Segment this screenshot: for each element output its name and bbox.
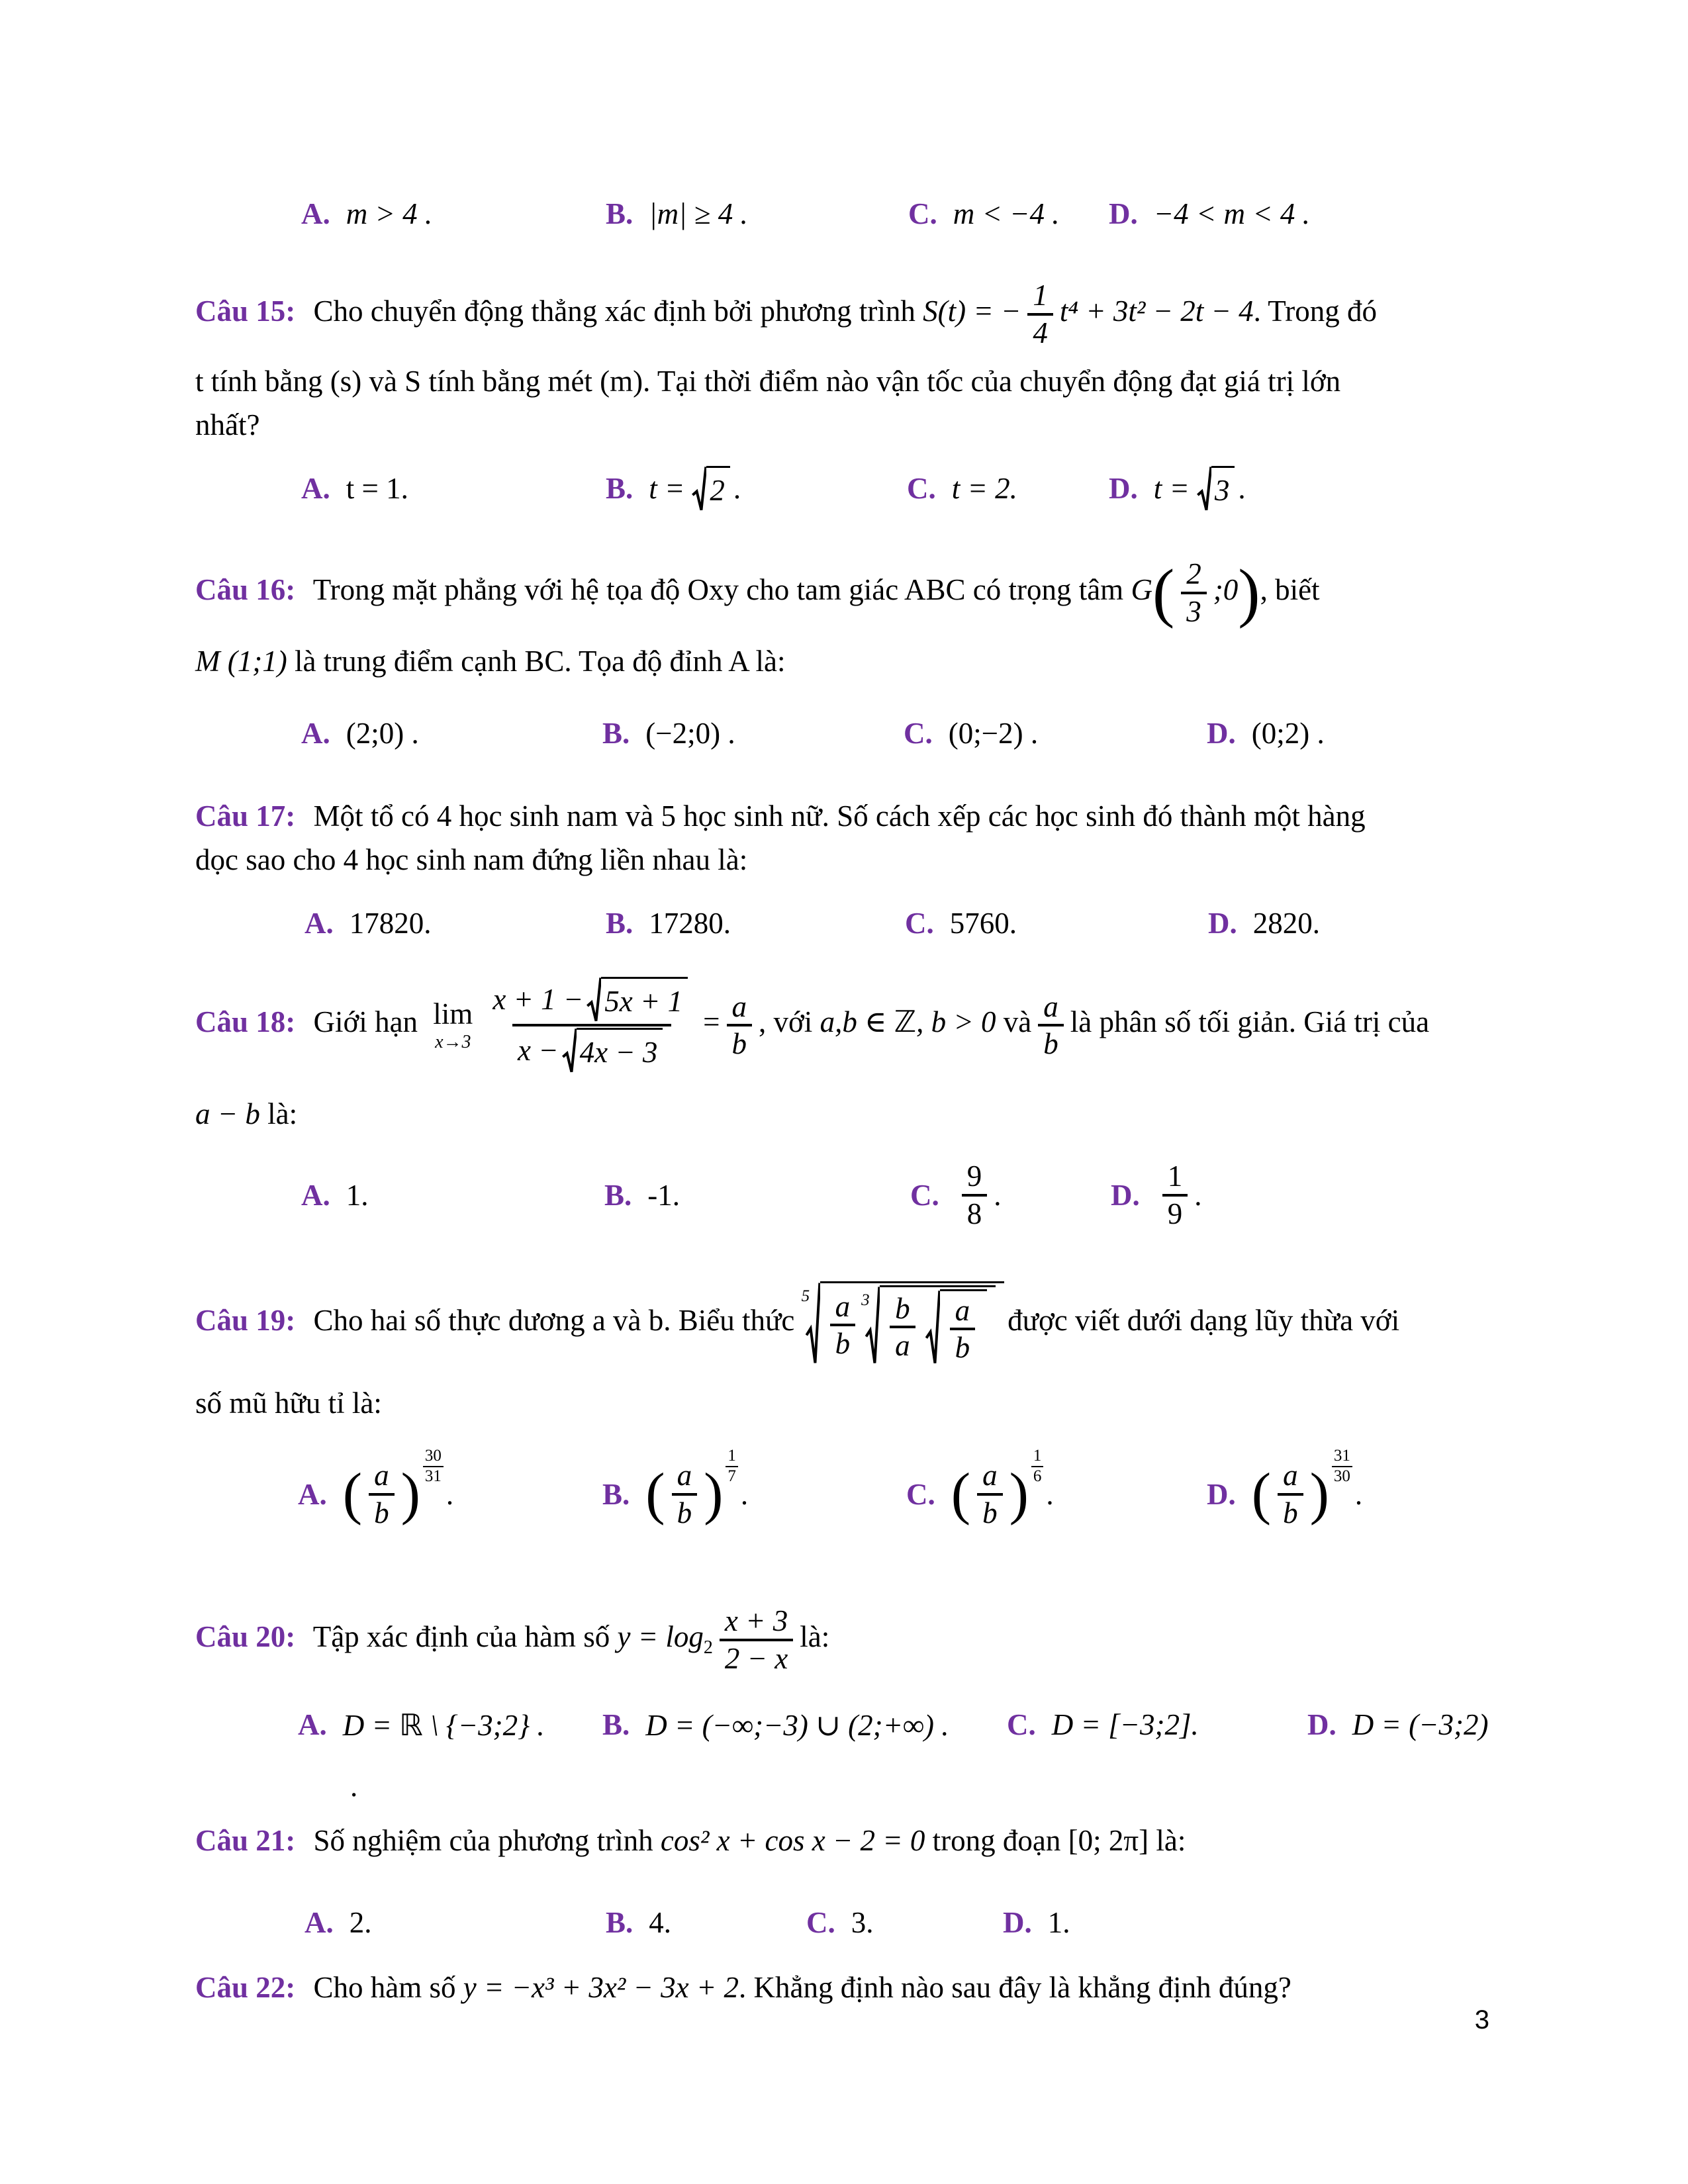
option-text: 2820. bbox=[1252, 907, 1320, 940]
q17-options-row bbox=[195, 903, 1496, 944]
q15-line3: nhất? bbox=[195, 408, 260, 442]
q16-centroid-post: ;0 bbox=[1213, 573, 1239, 607]
option-letter: A. bbox=[301, 197, 330, 230]
q20-label: Câu 20: bbox=[195, 1619, 296, 1653]
q17-option-a: A. 17820. bbox=[305, 907, 432, 940]
q15-formula-post: t⁴ + 3t² − 2t − 4 bbox=[1059, 294, 1254, 328]
q15-option-b: B. t = 2 . bbox=[606, 467, 741, 510]
q16-after: , biết bbox=[1260, 573, 1320, 607]
q18-option-d: D. $\frac{1}{9}$ . bbox=[1111, 1160, 1202, 1230]
q21-statement bbox=[195, 1819, 1496, 1862]
option-text: 1. bbox=[1047, 1906, 1070, 1940]
q18-option-c: C. $\frac{9}{8}$ . bbox=[910, 1160, 1002, 1230]
q15-intro: Cho chuyển động thẳng xác định bởi phương trình bbox=[313, 294, 915, 328]
q20-formula-pre: y = log bbox=[617, 1619, 704, 1653]
q20-option-a: A. D = ℝ \ {−3;2} . bbox=[298, 1708, 545, 1742]
q14-option-d bbox=[1109, 193, 1310, 234]
option-letter: B. bbox=[606, 197, 633, 230]
option-text: 4. bbox=[649, 1906, 672, 1940]
close-paren: ) bbox=[1309, 1462, 1329, 1527]
q16-line2-text: là trung điểm cạnh BC. Tọa độ đỉnh A là: bbox=[294, 645, 786, 678]
q15-formula-pre: S(t) = − bbox=[923, 294, 1021, 328]
q14-options-row bbox=[195, 193, 1496, 234]
sqrt-sign-icon bbox=[692, 466, 706, 512]
option-text: (0;2) . bbox=[1251, 717, 1325, 751]
fraction: $\frac{2}{3}$ bbox=[1181, 557, 1207, 629]
q19-statement bbox=[195, 1281, 1496, 1365]
option-text: D = ℝ \ {−3;2} . bbox=[342, 1708, 545, 1742]
q18-options-row bbox=[195, 1156, 1496, 1235]
nested-radical bbox=[801, 1281, 1005, 1365]
radical-index: 3 bbox=[861, 1291, 870, 1309]
q21-tail: là: bbox=[1156, 1824, 1186, 1858]
fraction: $\frac{1}{9}$ bbox=[1162, 1159, 1188, 1231]
option-text: 3. bbox=[851, 1906, 874, 1940]
exponent-fraction: 30 31 bbox=[423, 1447, 444, 1486]
q16-intro: Trong mặt phẳng với hệ tọa độ Oxy cho tam giác ABC có trọng tâm bbox=[312, 573, 1124, 607]
q19-intro: Cho hai số thực dương a và b. Biểu thức bbox=[313, 1303, 795, 1337]
fraction: $\frac{9}{8}$ bbox=[962, 1159, 988, 1231]
q20-option-c: C. D = [−3;2]. bbox=[1007, 1708, 1199, 1742]
limit-fraction: x + 1 − 5x + 1 x − 4x − 3 bbox=[487, 976, 696, 1075]
fraction: $\frac{x + 3}{2 - x}$ bbox=[720, 1604, 793, 1676]
q22-formula: y = −x³ + 3x² − 3x + 2 bbox=[463, 1971, 739, 2005]
close-paren: ) bbox=[1238, 555, 1260, 629]
sqrt: 2 bbox=[692, 466, 730, 512]
option-text: 1. bbox=[346, 1178, 369, 1212]
q19-line2: số mũ hữu tỉ là: bbox=[195, 1387, 382, 1420]
q16-option-b: B. (−2;0) . bbox=[602, 717, 735, 751]
option-text: D = [−3;2]. bbox=[1051, 1708, 1199, 1742]
q16-line2-formula: M (1;1) bbox=[195, 645, 287, 678]
q18-tail: là phân số tối giản. Giá trị của bbox=[1070, 1005, 1430, 1039]
q16-line2 bbox=[195, 639, 1496, 683]
q19-options-row bbox=[195, 1445, 1496, 1544]
q17-option-c: C. 5760. bbox=[905, 907, 1017, 940]
q15-after: . Trong đó bbox=[1253, 294, 1377, 328]
q15-option-d: D. t = 3 . bbox=[1109, 467, 1246, 510]
q20-after: là: bbox=[800, 1619, 830, 1653]
radical-index: 5 bbox=[801, 1287, 810, 1305]
q14-option-c bbox=[908, 193, 1059, 234]
q18-option-a: A. 1. bbox=[301, 1178, 369, 1212]
q21-intro: Số nghiệm của phương trình bbox=[313, 1824, 653, 1858]
q19-option-c: C. ( $\frac{a}{b}$ ) 1 6 . bbox=[906, 1447, 1054, 1530]
fraction: $\frac{a}{b}$ bbox=[672, 1458, 698, 1530]
q15-statement bbox=[195, 278, 1496, 350]
option-text: (−2;0) . bbox=[645, 717, 735, 751]
q18-line2 bbox=[195, 1092, 1496, 1136]
option-text: D = (−∞;−3) ∪ (2;+∞) . bbox=[645, 1708, 949, 1742]
q17-option-b: B. 17280. bbox=[606, 907, 731, 940]
option-letter: D. bbox=[1109, 197, 1138, 230]
sqrt-sign-icon bbox=[586, 977, 601, 1023]
exponent-fraction: 1 6 bbox=[1031, 1447, 1044, 1486]
q16-options-row bbox=[195, 707, 1496, 760]
option-text: 5760. bbox=[949, 907, 1017, 940]
q22-label: Câu 22: bbox=[195, 1971, 296, 2005]
option-text: t = 2. bbox=[951, 472, 1017, 506]
open-paren: ( bbox=[1152, 555, 1175, 629]
fraction: $\frac{a}{b}$ bbox=[1278, 1458, 1303, 1530]
option-text: m < −4 . bbox=[953, 197, 1060, 230]
q21-options-row bbox=[195, 1902, 1496, 1943]
q18-line2-text: là: bbox=[267, 1097, 298, 1130]
q17-line1: Một tổ có 4 học sinh nam và 5 học sinh nữ. Số cách xếp các học sinh đó thành một hàng bbox=[313, 799, 1366, 833]
open-paren: ( bbox=[645, 1462, 665, 1527]
q16-label: Câu 16: bbox=[195, 573, 296, 607]
q20-intro: Tập xác định của hàm số bbox=[312, 1619, 610, 1653]
option-text: 17820. bbox=[349, 907, 432, 940]
q21-option-a: A. 2. bbox=[305, 1906, 372, 1940]
exponent-fraction: 31 30 bbox=[1332, 1447, 1352, 1486]
q15-options-row bbox=[195, 467, 1496, 510]
open-paren: ( bbox=[1251, 1462, 1272, 1527]
option-letter: C. bbox=[908, 197, 937, 230]
page-number: 3 bbox=[1474, 2005, 1489, 2034]
option-text: |m| ≥ 4 . bbox=[649, 197, 748, 230]
q22-intro: Cho hàm số bbox=[313, 1971, 456, 2005]
q18-mid2: và bbox=[1003, 1005, 1032, 1039]
option-text: 2. bbox=[349, 1906, 372, 1940]
option-text: -1. bbox=[647, 1178, 680, 1212]
sqrt: 4x − 3 bbox=[562, 1028, 663, 1073]
fraction: $\frac{a}{b}$ bbox=[369, 1458, 395, 1530]
q15-line2: t tính bằng (s) và S tính bằng mét (m). Tại thời điểm nào vận tốc của chuyển động đạt giá trị lớn bbox=[195, 365, 1341, 398]
ab-fraction: $\frac{a}{b}$ bbox=[1038, 989, 1064, 1062]
close-paren: ) bbox=[1009, 1462, 1029, 1527]
q18-mid1: , với bbox=[759, 1005, 813, 1039]
q15-label: Câu 15: bbox=[195, 294, 296, 328]
sqrt: 3 bbox=[1197, 466, 1235, 512]
q18-line2-formula: a − b bbox=[195, 1097, 260, 1130]
q19-option-a: A. ( $\frac{a}{b}$ ) 30 31 . bbox=[298, 1447, 454, 1530]
q20-options-row bbox=[195, 1698, 1496, 1751]
q20-option-d: D. D = (−3;2) bbox=[1307, 1708, 1489, 1742]
option-text: m > 4 . bbox=[346, 197, 433, 230]
sqrt-sign-icon bbox=[562, 1028, 577, 1073]
q20-statement bbox=[195, 1604, 1496, 1676]
open-paren: ( bbox=[951, 1462, 971, 1527]
limit-operator: lim x→3 bbox=[433, 997, 473, 1052]
q22-statement bbox=[195, 1966, 1496, 2009]
log-base: 2 bbox=[703, 1637, 713, 1658]
q21-option-c: C. 3. bbox=[806, 1906, 874, 1940]
q21-mid: trong đoạn bbox=[932, 1824, 1061, 1858]
q17-line2: dọc sao cho 4 học sinh nam đứng liền nhau là: bbox=[195, 843, 748, 877]
q22-after: . Khẳng định nào sau đây là khẳng định đúng? bbox=[739, 1971, 1291, 2005]
q18-intro: Giới hạn bbox=[313, 1005, 418, 1039]
q21-option-d: D. 1. bbox=[1003, 1906, 1070, 1940]
sqrt-sign-icon bbox=[925, 1289, 940, 1365]
equals-sign: = bbox=[703, 1005, 720, 1039]
open-paren: ( bbox=[342, 1462, 363, 1527]
option-text: 17280. bbox=[649, 907, 731, 940]
q17-statement bbox=[195, 794, 1496, 882]
q21-interval: [0; 2π] bbox=[1068, 1824, 1149, 1858]
q16-option-d: D. (0;2) . bbox=[1207, 717, 1325, 751]
q21-option-b: B. 4. bbox=[606, 1906, 672, 1940]
sqrt-sign-icon bbox=[1197, 466, 1211, 512]
q18-option-b: B. -1. bbox=[604, 1178, 680, 1212]
q16-option-a: A. (2;0) . bbox=[301, 717, 419, 751]
exponent-fraction: 1 7 bbox=[726, 1447, 738, 1486]
q17-option-d: D. 2820. bbox=[1208, 907, 1320, 940]
q15-option-a: A. t = 1. bbox=[301, 472, 408, 506]
q21-label: Câu 21: bbox=[195, 1824, 296, 1858]
sqrt: 5x + 1 bbox=[586, 977, 688, 1023]
q16-statement bbox=[195, 557, 1496, 629]
q15-option-c: C. t = 2. bbox=[907, 472, 1017, 506]
option-text: (2;0) . bbox=[346, 717, 419, 751]
ab-fraction: $\frac{a}{b}$ bbox=[727, 989, 753, 1062]
q16-option-c: C. (0;−2) . bbox=[904, 717, 1039, 751]
q19-option-b: B. ( $\frac{a}{b}$ ) 1 7 . bbox=[602, 1447, 749, 1530]
option-text: (0;−2) . bbox=[948, 717, 1039, 751]
option-text: t = 1. bbox=[346, 472, 408, 506]
fraction: $\frac{b}{a}$ bbox=[890, 1291, 915, 1363]
q14-option-a bbox=[301, 193, 432, 234]
q16-centroid-pre: G bbox=[1131, 573, 1152, 607]
q14-option-b bbox=[606, 193, 748, 234]
option-text: −4 < m < 4 . bbox=[1153, 197, 1310, 230]
q19-option-d: D. ( $\frac{a}{b}$ ) 31 30 . bbox=[1207, 1447, 1363, 1530]
q17-label: Câu 17: bbox=[195, 799, 296, 833]
q20-stray-period: . bbox=[350, 1770, 358, 1803]
q19-after: được viết dưới dạng lũy thừa với bbox=[1008, 1303, 1400, 1337]
q21-formula: cos² x + cos x − 2 = 0 bbox=[660, 1824, 925, 1858]
q19-label: Câu 19: bbox=[195, 1303, 296, 1337]
option-text: D = (−3;2) bbox=[1352, 1708, 1489, 1742]
fraction: $\frac{a}{b}$ bbox=[830, 1289, 856, 1361]
q18-mid-math: a,b ∈ ℤ, b > 0 bbox=[820, 1005, 996, 1039]
close-paren: ) bbox=[400, 1462, 420, 1527]
sqrt bbox=[925, 1289, 988, 1365]
fraction: $\frac{a}{b}$ bbox=[950, 1293, 976, 1365]
fraction: $\frac{1}{4}$ bbox=[1027, 278, 1053, 350]
q18-label: Câu 18: bbox=[195, 1005, 296, 1039]
nested-radical bbox=[861, 1285, 996, 1365]
close-paren: ) bbox=[704, 1462, 724, 1527]
fraction: $\frac{a}{b}$ bbox=[977, 1458, 1003, 1530]
q18-statement bbox=[195, 976, 1496, 1075]
q20-option-b: B. D = (−∞;−3) ∪ (2;+∞) . bbox=[602, 1708, 949, 1742]
